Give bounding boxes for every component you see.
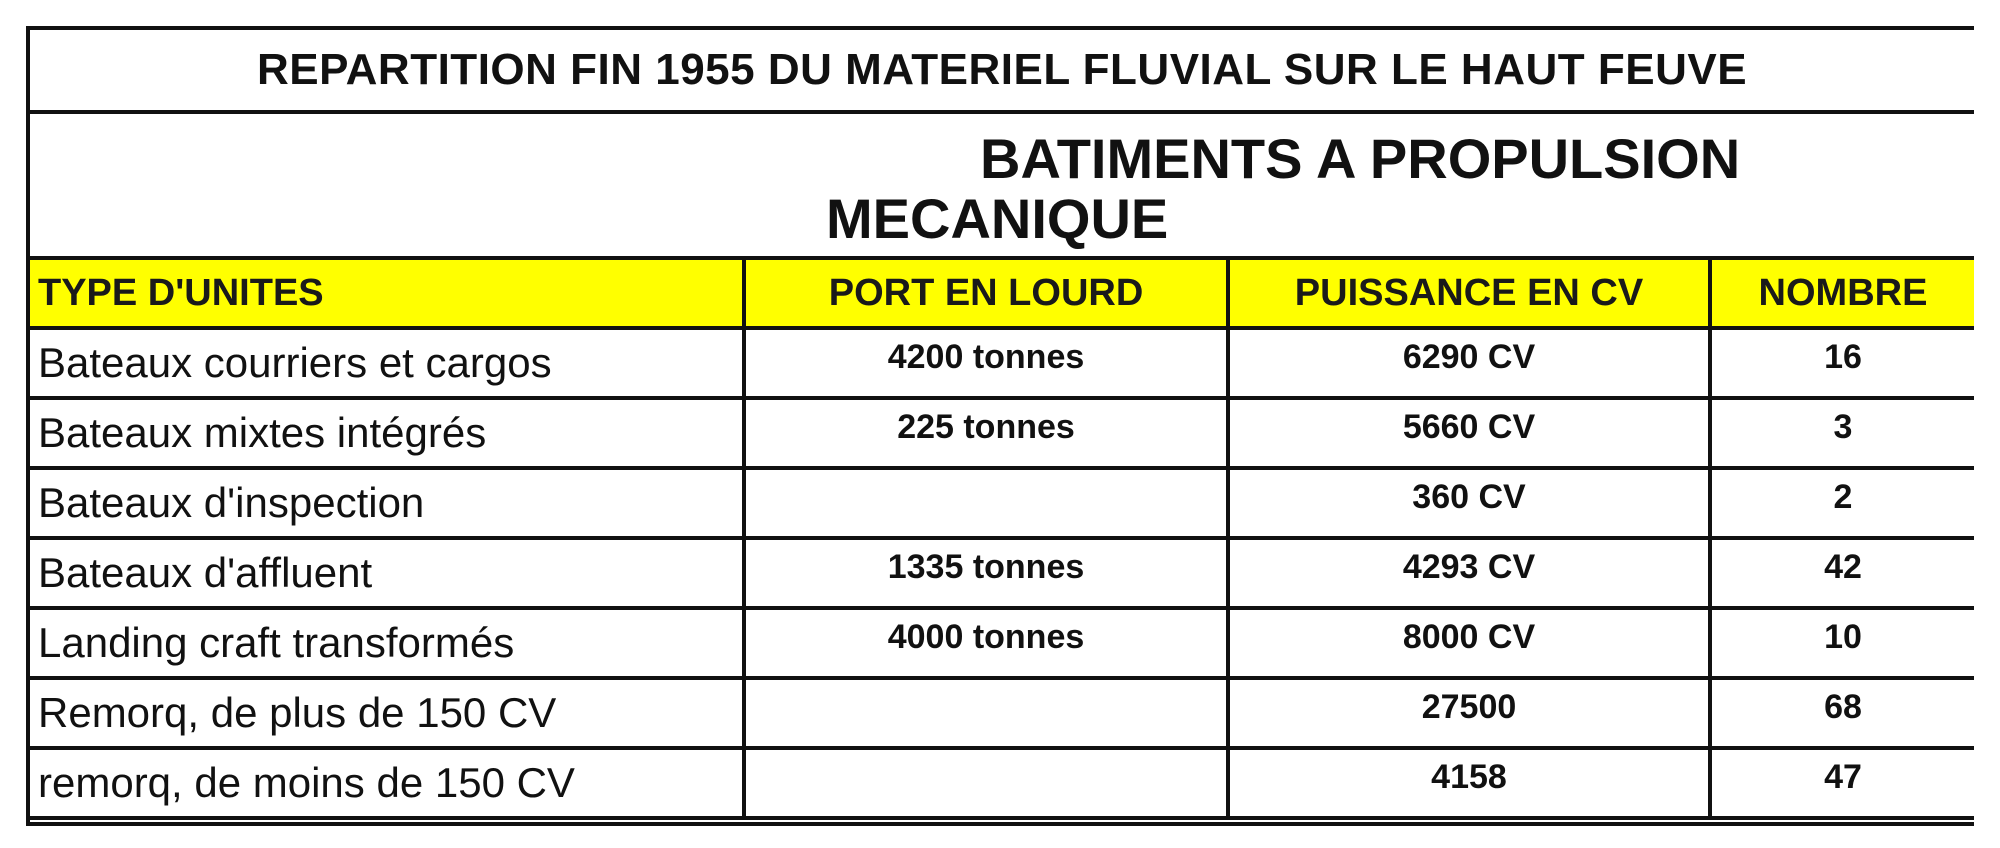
cell-nombre: 47 (1710, 748, 1974, 818)
subtitle-line-2: MECANIQUE (826, 187, 1169, 250)
table-row (30, 398, 1974, 468)
column-header-type: TYPE D'UNITES (30, 260, 744, 328)
cell-puissance: 27500 (1228, 678, 1710, 748)
cell-puissance: 360 CV (1228, 468, 1710, 538)
cell-puissance: 5660 CV (1228, 398, 1710, 468)
cell-port: 4000 tonnes (744, 608, 1228, 678)
cell-type: Remorq, de plus de 150 CV (30, 678, 744, 748)
cell-puissance: 4158 (1228, 748, 1710, 818)
column-header-port: PORT EN LOURD (744, 260, 1228, 328)
data-table (30, 260, 1974, 820)
cell-port (744, 748, 1228, 818)
table-row (30, 538, 1974, 608)
cell-type: Bateaux mixtes intégrés (30, 398, 744, 468)
cell-port (744, 468, 1228, 538)
cell-type: Bateaux d'inspection (30, 468, 744, 538)
cell-nombre: 3 (1710, 398, 1974, 468)
column-header-puissance: PUISSANCE EN CV (1228, 260, 1710, 328)
table-row (30, 748, 1974, 818)
subtitle-line-1: BATIMENTS A PROPULSION (980, 127, 1741, 190)
table-title: REPARTITION FIN 1955 DU MATERIEL FLUVIAL SUR LE HAUT FEUVE (30, 30, 1974, 114)
table-row (30, 328, 1974, 398)
cell-type: Landing craft transformés (30, 608, 744, 678)
cell-puissance: 6290 CV (1228, 328, 1710, 398)
cell-nombre: 68 (1710, 678, 1974, 748)
cell-port: 1335 tonnes (744, 538, 1228, 608)
cell-puissance: 8000 CV (1228, 608, 1710, 678)
cell-type: remorq, de moins de 150 CV (30, 748, 744, 818)
cell-port: 225 tonnes (744, 398, 1228, 468)
cell-puissance: 4293 CV (1228, 538, 1710, 608)
table-row (30, 608, 1974, 678)
cell-nombre: 16 (1710, 328, 1974, 398)
cell-port: 4200 tonnes (744, 328, 1228, 398)
table-row (30, 468, 1974, 538)
header-row (30, 260, 1974, 328)
cell-type: Bateaux courriers et cargos (30, 328, 744, 398)
cell-nombre: 42 (1710, 538, 1974, 608)
cell-nombre: 10 (1710, 608, 1974, 678)
column-header-nombre: NOMBRE (1710, 260, 1974, 328)
cell-port (744, 678, 1228, 748)
fleet-distribution-table (26, 26, 1974, 826)
table-row (30, 678, 1974, 748)
cell-type: Bateaux d'affluent (30, 538, 744, 608)
table-subtitle (30, 114, 1974, 260)
cell-nombre: 2 (1710, 468, 1974, 538)
